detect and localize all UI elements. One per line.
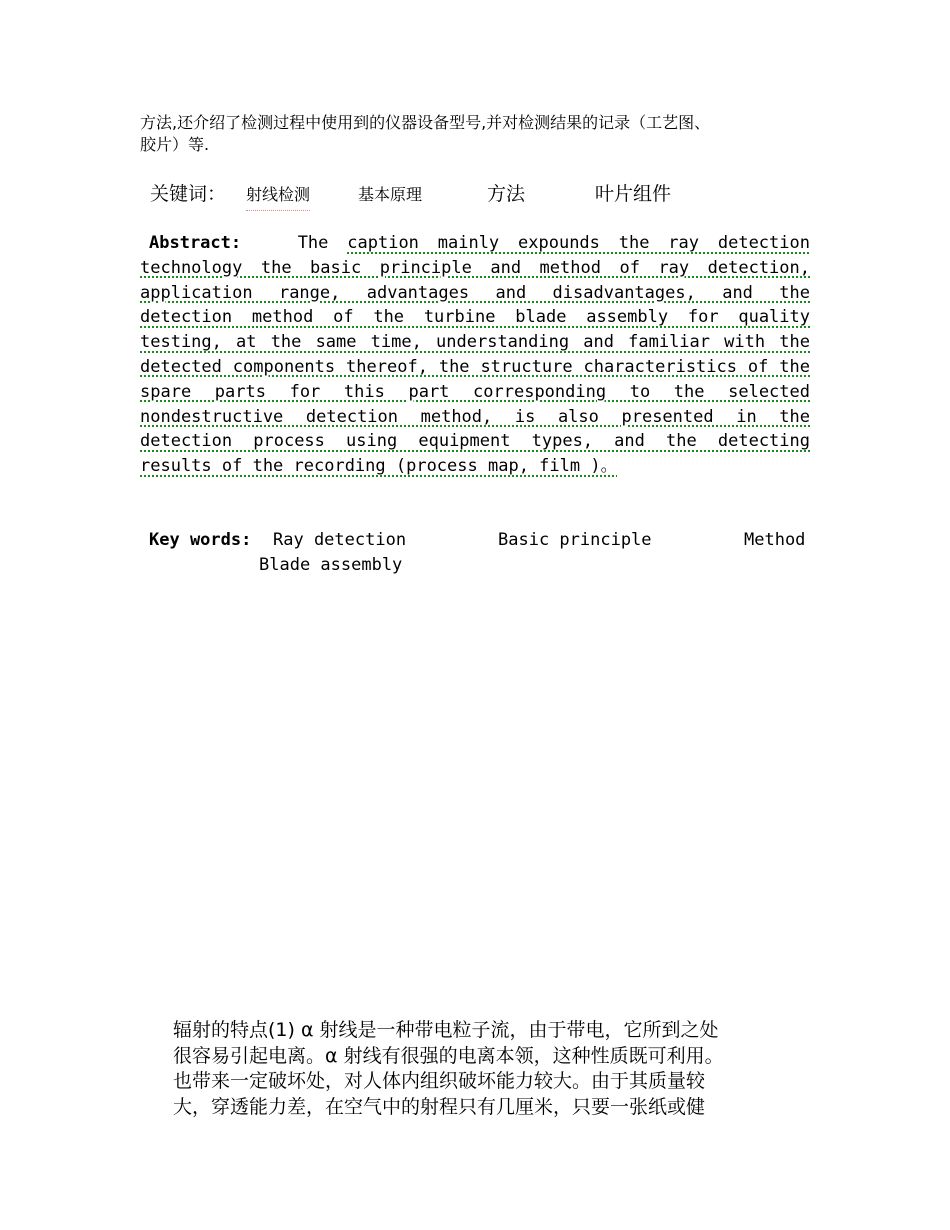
english-keyword-2: Basic principle bbox=[498, 530, 652, 550]
radiation-paragraph: 辐射的特点(1) α 射线是一种带电粒子流，由于带电，它所到之处 很容易引起电离。α 射线有很强的电离本领，这种性质既可利用。 也带来一定破坏处，对人体内组织破坏能力较大。由于其质量较 大，穿透能力差，在空气中的射程只有几厘米，只要一张纸或健 bbox=[173, 1019, 724, 1118]
english-keyword-1: Ray detection bbox=[273, 530, 407, 550]
chinese-keywords bbox=[150, 180, 830, 210]
chinese-keyword-1-text: 射线检测 bbox=[246, 180, 310, 211]
chinese-keyword-2: 基本原理 bbox=[358, 185, 423, 204]
english-abstract bbox=[140, 231, 810, 479]
chinese-keyword-4: 叶片组件 bbox=[595, 183, 672, 205]
chinese-keywords-label: 关键词： bbox=[150, 183, 227, 205]
english-keyword-3: Method bbox=[744, 530, 806, 550]
chinese-keyword-3: 方法 bbox=[487, 183, 526, 205]
intro-paragraph: 方法,还介绍了检测过程中使用到的仪器设备型号,并对检测结果的记录（工艺图、 胶片）等. bbox=[140, 113, 711, 154]
abstract-label: Abstract: bbox=[149, 233, 242, 253]
english-keywords-label: Key words: bbox=[149, 530, 252, 550]
english-keywords bbox=[149, 528, 811, 580]
abstract-body: caption mainly expounds the ray detection technology the basic principle and method of ray detection, application range, advantages and disadvantages, and the detection method of the turbine blade assembly for quality testing, at the same time, understanding and familiar with the detected components thereof, the structure characteristics of the spare parts for this part corresponding to the selected nondestructive detection method, is also presented in the detection process using equipment types, and the detecting results of the recording (process map, film )。 bbox=[140, 233, 810, 477]
abstract-lead-word: The bbox=[297, 233, 329, 253]
english-keyword-4: Blade assembly bbox=[259, 555, 403, 575]
